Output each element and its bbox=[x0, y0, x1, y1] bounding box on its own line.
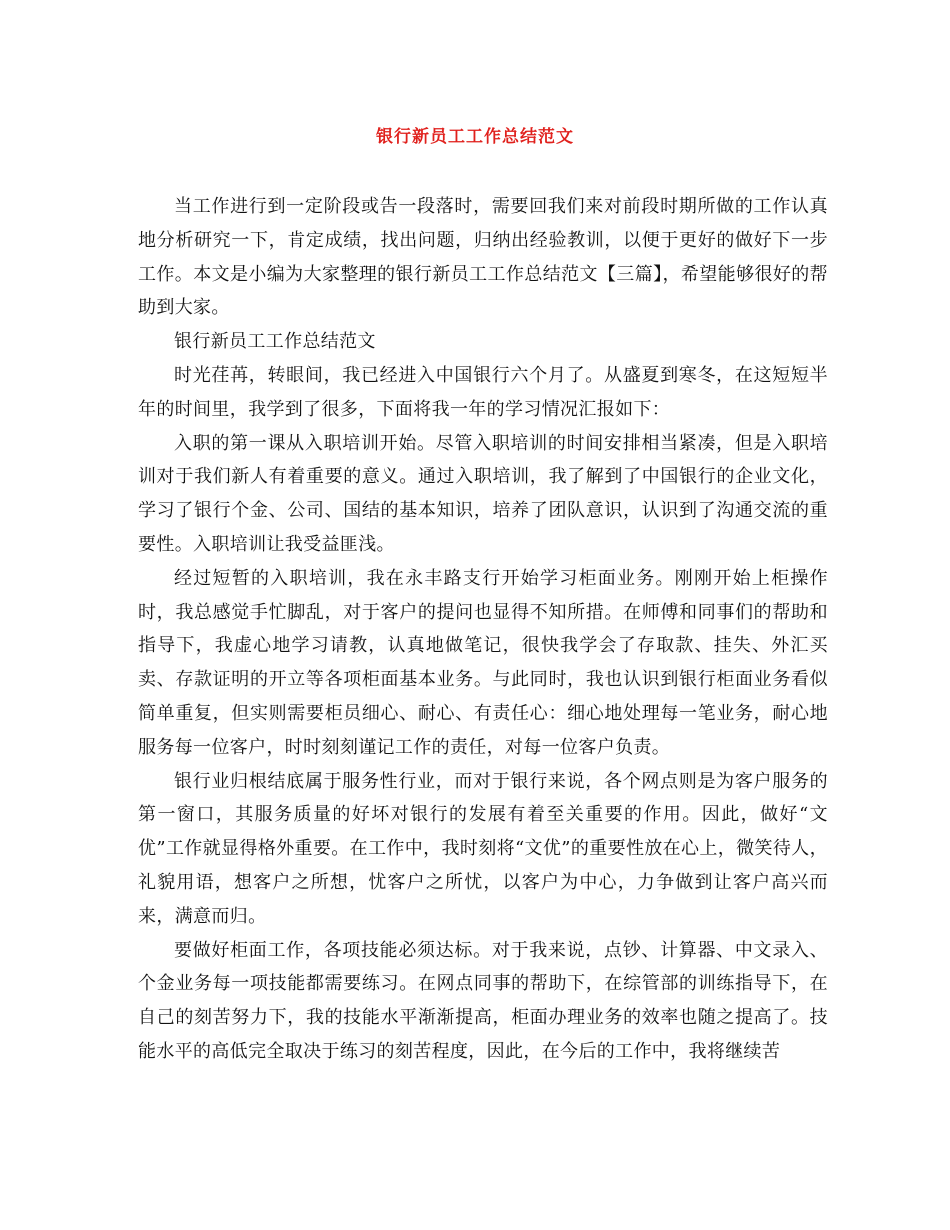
document-body bbox=[138, 190, 828, 1069]
paragraph: 时光荏苒，转眼间，我已经进入中国银行六个月了。从盛夏到寒冬，在这短短半年的时间里，我学到了很多，下面将我一年的学习情况汇报如下： bbox=[138, 364, 828, 420]
paragraph: 入职的第一课从入职培训开始。尽管入职培训的时间安排相当紧凑，但是入职培训对于我们新人有着重要的意义。通过入职培训，我了解到了中国银行的企业文化，学习了银行个金、公司、国结的基本知识，培养了团队意识，认识到了沟通交流的重要性。入职培训让我受益匪浅。 bbox=[138, 432, 828, 555]
paragraph-intro: 当工作进行到一定阶段或告一段落时，需要回我们来对前段时期所做的工作认真地分析研究一下，肯定成绩，找出问题，归纳出经验教训，以便于更好的做好下一步工作。本文是小编为大家整理的银行新员工工作总结范文【三篇】，希望能够很好的帮助到大家。 bbox=[138, 196, 828, 319]
paragraph-subtitle: 银行新员工工作总结范文 bbox=[174, 331, 376, 353]
paragraph: 银行业归根结底属于服务性行业，而对于银行来说，各个网点则是为客户服务的第一窗口，其服务质量的好坏对银行的发展有着至关重要的作用。因此，做好“文优”工作就显得格外重要。在工作中，我时刻将“文优”的重要性放在心上，微笑待人，礼貌用语，想客户之所想，忧客户之所忧，以客户为中心，力争做到让客户高兴而来，满意而归。 bbox=[138, 770, 828, 927]
paragraph: 经过短暂的入职培训，我在永丰路支行开始学习柜面业务。刚刚开始上柜操作时，我总感觉手忙脚乱，对于客户的提问也显得不知所措。在师傅和同事们的帮助和指导下，我虚心地学习请教，认真地做笔记，很快我学会了存取款、挂失、外汇买卖、存款证明的开立等各项柜面基本业务。与此同时，我也认识到银行柜面业务看似简单重复，但实则需要柜员细心、耐心、有责任心：细心地处理每一笔业务，耐心地服务每一位客户，时时刻刻谨记工作的责任，对每一位客户负责。 bbox=[138, 567, 828, 758]
document-title: 银行新员工工作总结范文 bbox=[376, 127, 574, 147]
paragraph: 要做好柜面工作，各项技能必须达标。对于我来说，点钞、计算器、中文录入、个金业务每一项技能都需要练习。在网点同事的帮助下，在综管部的训练指导下，在自己的刻苦努力下，我的技能水平渐渐提高，柜面办理业务的效率也随之提高了。技能水平的高低完全取决于练习的刻苦程度，因此，在今后的工作中，我将继续苦 bbox=[138, 939, 828, 1062]
